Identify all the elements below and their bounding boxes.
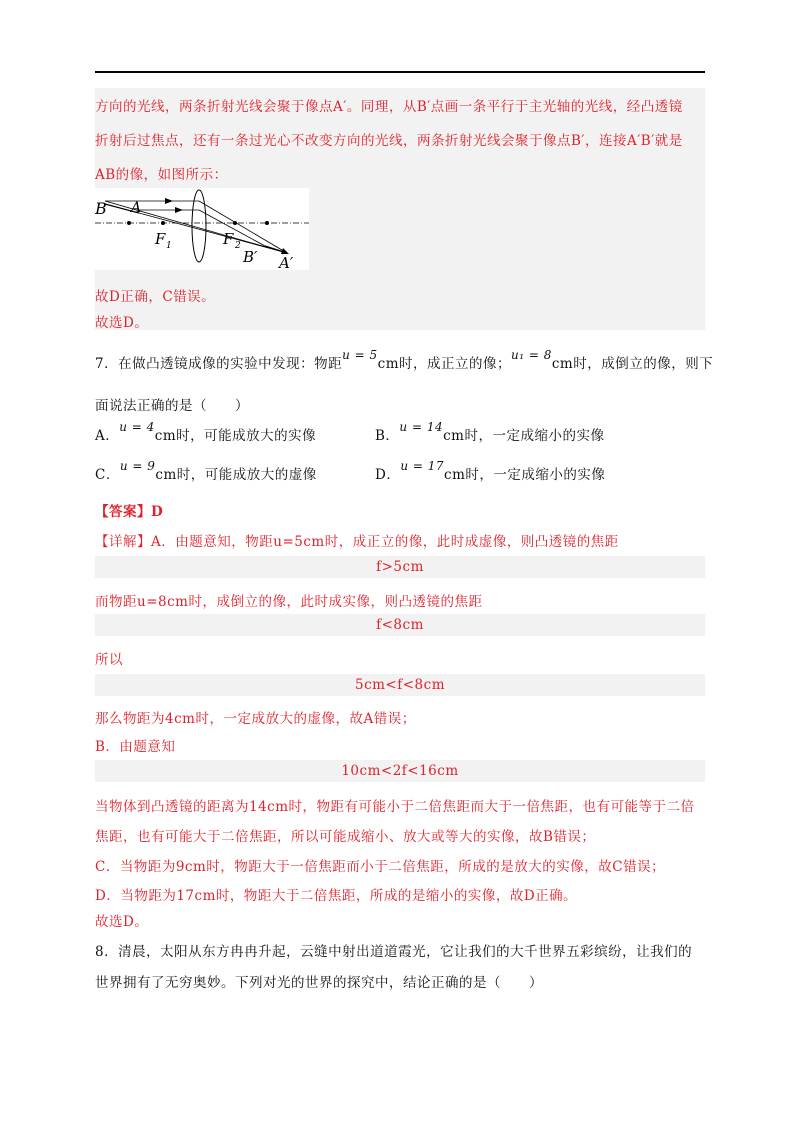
detail-line-10: 故选D。 bbox=[95, 914, 149, 930]
svg-text:2: 2 bbox=[235, 241, 241, 251]
detail-line-3: 所以 bbox=[95, 652, 123, 668]
option-b: B．u = 14cm时，一定成缩小的实像 bbox=[375, 420, 605, 444]
svg-text:1: 1 bbox=[166, 241, 172, 251]
solution-line-2: 折射后过焦点，还有一条过光心不改变方向的光线，两条折射光线会聚于像点B′，连接A′B′就是 bbox=[95, 133, 683, 149]
header-rule bbox=[95, 71, 705, 73]
q7-stem-line-1: 7．在做凸透镜成像的实验中发现：物距u = 5cm时，成正立的像；u₁ = 8cm时，成倒立的像，则下 bbox=[95, 348, 714, 372]
q7-stem-line-2: 面说法正确的是（ ） bbox=[95, 398, 249, 414]
option-d: D．u = 17cm时，一定成缩小的实像 bbox=[375, 459, 606, 483]
equation-4: 10cm<2f<16cm bbox=[341, 763, 459, 779]
math-u1: u₁ = 8 bbox=[511, 348, 552, 362]
label-f2: F bbox=[223, 230, 234, 248]
label-b-prime: B′ bbox=[243, 248, 258, 266]
equation-3: 5cm<f<8cm bbox=[354, 677, 446, 693]
option-c: C．u = 9cm时，可能成放大的虚像 bbox=[95, 459, 317, 483]
label-a-prime: A′ bbox=[279, 254, 294, 270]
detail-line-6: 当物体到凸透镜的距离为14cm时，物距有可能小于二倍焦距而大于一倍焦距，也有可能等于二倍 bbox=[95, 799, 695, 815]
label-f1: F bbox=[155, 230, 166, 248]
solution-line-3: AB的像，如图所示： bbox=[95, 167, 228, 183]
detail-line-5: B．由题意知 bbox=[95, 739, 176, 755]
q8-stem-line-2: 世界拥有了无穷奥妙。下列对光的世界的探究中，结论正确的是（ ） bbox=[95, 975, 543, 991]
label-b: B bbox=[95, 199, 107, 218]
math-u5: u = 5 bbox=[342, 348, 378, 362]
detail-line-8: C．当物距为9cm时，物距大于一倍焦距而小于二倍焦距，所成的是放大的实像，故C错误； bbox=[95, 859, 666, 875]
detail-line-9: D．当物距为17cm时，物距大于二倍焦距，所成的是缩小的实像，故D正确。 bbox=[95, 888, 578, 904]
equation-1: f>5cm bbox=[376, 559, 424, 575]
detail-line-4: 那么物距为4cm时，一定成放大的虚像，故A错误； bbox=[95, 711, 416, 727]
equation-2: f<8cm bbox=[376, 617, 424, 633]
detail-line-1: 【详解】A．由题意知，物距u=5cm时，成正立的像，此时成虚像，则凸透镜的焦距 bbox=[95, 534, 619, 550]
q8-stem-line-1: 8．清晨，太阳从东方冉冉升起，云缝中射出道道霞光，它让我们的大千世界五彩缤纷，让我们的 bbox=[95, 944, 693, 960]
solution-line-5: 故选D。 bbox=[95, 315, 149, 331]
detail-line-2: 而物距u=8cm时，成倒立的像，此时成实像，则凸透镜的焦距 bbox=[95, 594, 483, 610]
detail-line-7: 焦距，也有可能大于二倍焦距，所以可能成缩小、放大或等大的实像，故B错误； bbox=[95, 829, 596, 845]
solution-line-1: 方向的光线，两条折射光线会聚于像点A′。同理，从B′点画一条平行于主光轴的光线，经凸透镜 bbox=[95, 99, 683, 115]
answer-line: 【答案】D bbox=[95, 504, 164, 520]
option-a: A．u = 4cm时，可能成放大的实像 bbox=[95, 420, 317, 444]
solution-line-4: 故D正确，C错误。 bbox=[95, 289, 216, 305]
lens-ray-diagram bbox=[95, 188, 309, 270]
label-a: A bbox=[131, 200, 142, 216]
